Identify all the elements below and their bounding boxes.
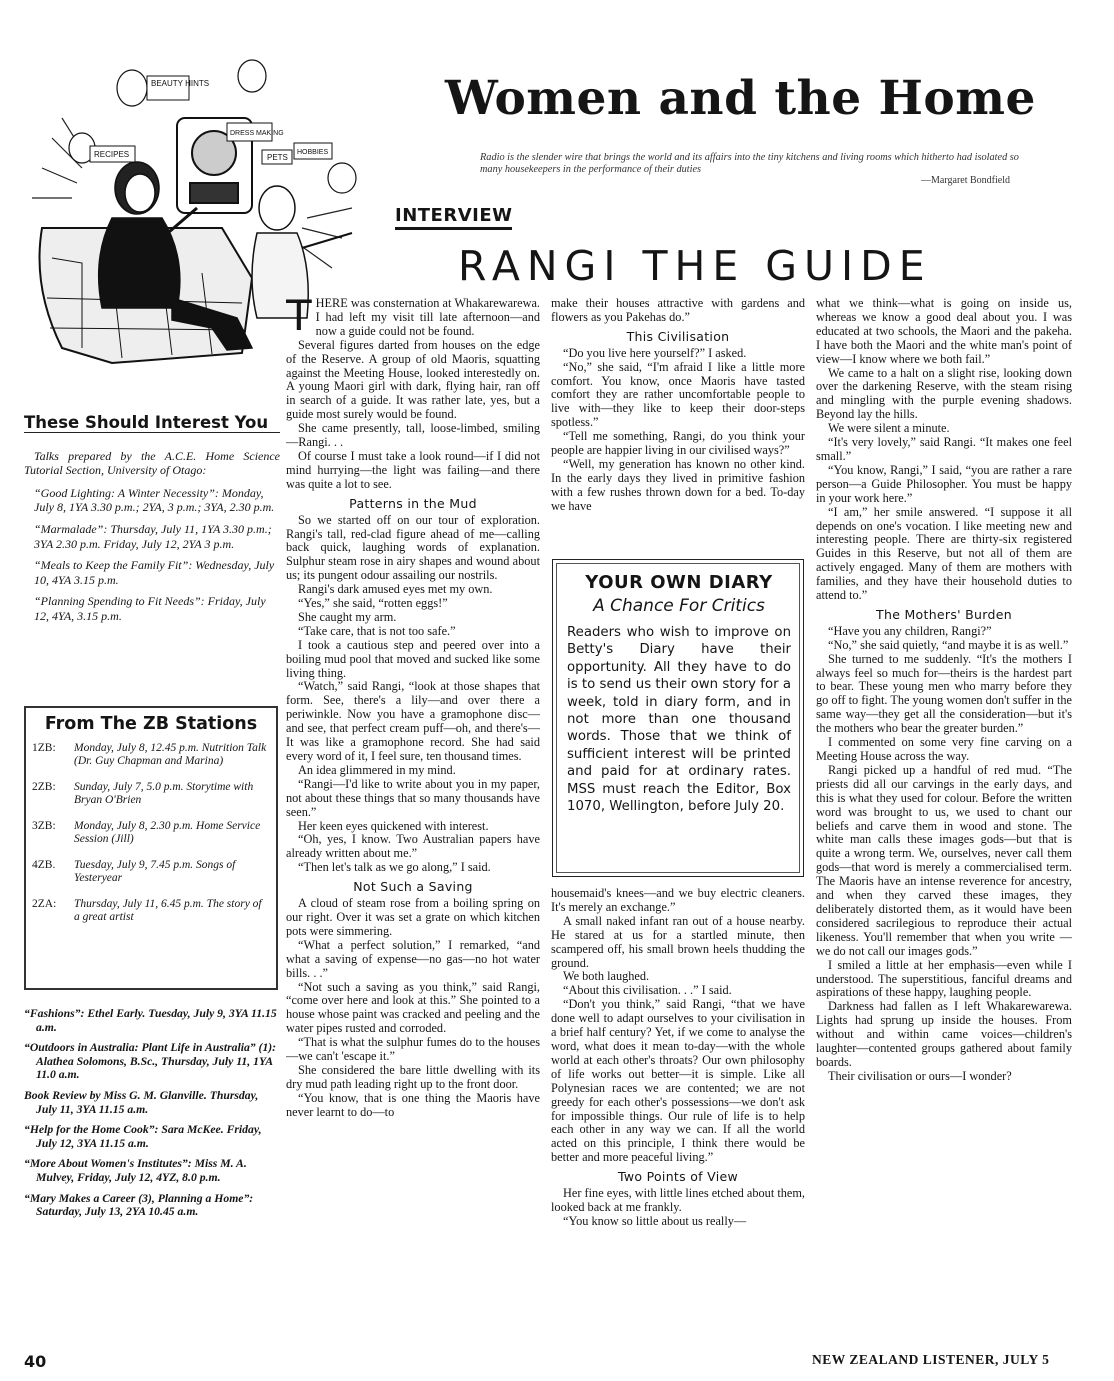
zb-station: 2ZB: (32, 780, 56, 793)
talk-item: Book Review by Miss G. M. Glanville. Thursday, July 11, 3YA 11.15 a.m. (24, 1088, 259, 1116)
paragraph: She came presently, tall, loose-limbed, smiling—Rangi. . . (286, 421, 540, 450)
page-number: 40 (24, 1352, 47, 1371)
zb-text: Thursday, July 11, 6.45 p.m. The story of a great artist (74, 897, 262, 923)
paragraph: She considered the bare little dwelling with its dry mud path leading right up to the front door. (286, 1062, 540, 1091)
zb-stations-box (24, 706, 278, 990)
paragraph: “Well, my generation has known no other kind. In the early days they lived in primitive fashion with a few rushes thrown down for a bed. To-day we have (551, 456, 805, 513)
article-column-1 (286, 297, 540, 1342)
paragraph: A small naked infant ran out of a house nearby. He stared at us for a startled minute, then scampered off, his small brown heels thudding the ground. (551, 913, 805, 970)
zb-text: Monday, July 8, 2.30 p.m. Home Service Session (Jill) (74, 819, 261, 845)
epigraph (480, 152, 1035, 187)
paragraph: A cloud of steam rose from a boiling spring on our right. Over it was set a grate on which kitchen pots were simmering. (286, 896, 540, 938)
talk-item: “Mary Makes a Career (3), Planning a Home”: Saturday, July 13, 2YA 10.45 a.m. (24, 1191, 254, 1219)
subheading: The Mothers' Burden (876, 606, 1012, 622)
first-paragraph-text: HERE was consternation at Whakarewarewa. I had left my visit till late afternoon—and now a guide could not be found. (315, 297, 540, 338)
article-column-2-top (551, 297, 805, 551)
talk-item: “Planning Spending to Fit Needs”: Friday, July 12, 4YA, 3.15 p.m. (34, 594, 266, 623)
paragraph: Of course I must take a look round—if I did not mind hurrying—the light was failing—and there was quite a lot to see. (286, 448, 540, 491)
talk-item: “Outdoors in Australia: Plant Life in Australia” (1): Alathea Solomons, B.Sc., Thursday, July 11, 1YA 11.0 a.m. (24, 1041, 277, 1082)
paragraph: “Then let's talk as we go along,” I said. (298, 860, 491, 875)
zb-row (32, 898, 270, 925)
paragraph: “It's very lovely,” said Rangi. “It makes one feel small.” (816, 435, 1072, 463)
zb-station: 4ZB. (32, 858, 56, 871)
zb-station: 2ZA: (32, 897, 57, 910)
epigraph-author: —Margaret Bondfield (921, 175, 1010, 186)
paragraph: “Don't you think,” said Rangi, “that we have done well to adapt ourselves to your civilisation in a brief half century? Yet, if we come to analyse the word, what does it mean to-day—with the whole world at each other's throats? Our own philosophy of life works out better—it is simple. Like all Polynesian races we are contented; we are not greedy for each other's possessions—we don't ask for impossible things. Our rule of life is to help each other in any way we can. If all the world acted on this principle, I think there would be better and more peaceful living.” (551, 997, 805, 1165)
zb-station: 3ZB: (32, 819, 56, 832)
paragraph: “Oh, yes, I know. Two Australian papers have already written about me.” (286, 832, 540, 861)
headline: RANGI THE GUIDE (458, 242, 932, 290)
paragraph: “No,” she said quietly, “and maybe it is as well.” (828, 637, 1069, 652)
article-column-3 (816, 297, 1072, 1342)
your-own-diary-box (552, 559, 804, 877)
subheading: Two Points of View (617, 1169, 739, 1185)
more-talks (24, 1007, 280, 1226)
talk-item: “Fashions”: Ethel Early. Tuesday, July 9, 3YA 11.15 a.m. (24, 1007, 277, 1034)
diary-inner (556, 563, 800, 873)
zb-text: Tuesday, July 9, 7.45 p.m. Songs of Yesteryear (74, 858, 236, 884)
paragraph: “You know so little about us really— (563, 1213, 747, 1228)
left-column-title: These Should Interest You (24, 416, 280, 433)
subheading: Patterns in the Mud (349, 495, 477, 511)
paragraph: “Do you live here yourself?” I asked. (563, 345, 747, 360)
label-beauty: BEAUTY HINTS (151, 79, 210, 88)
paragraph: “Take care, that is not too safe.” (298, 623, 456, 638)
paragraph: We both laughed. (563, 969, 650, 984)
paragraph: make their houses attractive with gardens and flowers as you Pakehas do.” (551, 297, 805, 324)
paragraph: “Have you any children, Rangi?” (828, 623, 992, 638)
paragraph: Several figures darted from houses on the edge of the Reserve. A group of old Maoris, squatting against the Meeting House, looked interestedly on. A young Maori girl with dark, flying hair, ran off in search of a guide. It was rather late, yes, but a guide most surely would be found. (286, 337, 540, 422)
first-paragraph (286, 297, 540, 339)
paragraph: “Not such a saving as you think,” said Rangi, “come over here and look at this.” She pointed to a house whose paint was cracked and peeling and the water pipes rusted and corroded. (286, 979, 540, 1036)
drop-cap: T (286, 297, 312, 340)
zb-text: Monday, July 8, 12.45 p.m. Nutrition Talk (Dr. Guy Chapman and Marina) (74, 741, 267, 767)
paragraph: “About this civilisation. . .” I said. (563, 983, 732, 998)
talks-intro: Talks prepared by the A.C.E. Home Science Tutorial Section, University of Otago: (24, 448, 280, 478)
paragraph: “I am,” her smile answered. “I suppose it all depends on one's vocation. I like meeting new and interesting people. There are thirty-six registered Guides in this Reserve, but not all of them are actively engaged. Many of them are mothers with families, and they have their household duties to attend to.” (816, 504, 1072, 603)
paragraph: “No,” she said, “I'm afraid I like a little more comfort. You know, once Maoris have tasted comfort they are rather uncomfortable people to live with—they like to keep their door-steps spotless.” (551, 359, 805, 430)
paragraph: “You know, Rangi,” I said, “you are rather a rare person—a Guide Philosopher. You must be happy in your work here.” (816, 462, 1072, 505)
zb-station: 1ZB: (32, 741, 56, 754)
zb-row (32, 742, 270, 769)
talk-item: “Marmalade”: Thursday, July 11, 1YA 3.30 p.m.; 3YA 2.30 p.m. Friday, July 12, 2YA 3 p.m. (34, 521, 272, 551)
paragraph: “Rangi—I'd like to write about you in my paper, not about these things that so many thousands have seen.” (286, 776, 540, 819)
diary-subtitle: A Chance For Critics (593, 596, 765, 616)
paragraph: I commented on some very fine carving on a Meeting House across the way. (816, 735, 1072, 763)
paragraph: Her fine eyes, with little lines etched about them, looked back at me frankly. (551, 1186, 805, 1214)
label-dress: DRESS MAKING (230, 130, 284, 137)
diary-body: Readers who wish to improve on Betty's Diary have their opportunity. All they have to do is to send us their own story for a week, told in diary form, and in not more than one thousand words. Those that we think of sufficient interest will be printed and paid for at ordinary rates. MSS must reach the Editor, Box 1070, Wellington, before July 20. (567, 625, 791, 815)
diary-title: YOUR OWN DIARY (585, 572, 773, 593)
section-label: INTERVIEW (395, 206, 512, 230)
paragraph: I smiled a little at her emphasis—even while I understood. The superstitious, fanciful dreams and aspirations of these happy, laughing people. (816, 957, 1072, 1000)
label-hobbies: HOBBIES (297, 149, 329, 156)
talk-item: “Good Lighting: A Winter Necessity”: Monday, July 8, 1YA 3.30 p.m.; 2YA, 3 p.m.; 3YA, 2.30 p.m. (34, 485, 275, 515)
paragraph: “Yes,” she said, “rotten eggs!” (298, 596, 448, 611)
subheading: This Civilisation (626, 328, 730, 344)
paragraph: Rangi's dark amused eyes met my own. (298, 582, 493, 597)
paragraph: Darkness had fallen as I left Whakarewarewa. Lights had sprung up inside the houses. From without and within came voices—children's laughter—contented groups gathered about family boards. (816, 999, 1072, 1069)
paragraph: So we started off on our tour of exploration. Rangi's tall, red-clad figure ahead of me—calling back quick, laughing words of explanation. Sulphur steam rose in airy shapes and wound about us; its pungent odour assailing our nostrils. (286, 512, 540, 583)
zb-row (32, 781, 270, 808)
paragraph: Their civilisation or ours—I wonder? (828, 1068, 1012, 1083)
paragraph: “Watch,” said Rangi, “look at those shapes that form. See, there's a lily—and over there a periwinkle. Now you have a gramophone disc—and see, that perfect cream puff—oh, and there's—It was like a gramophone record. She had said every word of it, I feel sure, ten thousand times. (286, 679, 540, 763)
paragraph: She turned to me suddenly. “It's the mothers I always feel so much for—theirs is the hardest part to bear. These young men who marry before they go off to fight. The young women don't suffer in the same way—they get all the consideration—but it's the mothers who bear the greater burden.” (816, 651, 1072, 736)
article-column-2-bottom (551, 887, 805, 1342)
paragraph: “What a perfect solution,” I remarked, “and what a saving of expense—no gas—no hot water bills. . .” (286, 937, 540, 980)
paragraph: She caught my arm. (298, 609, 397, 624)
paragraph: “You know, that is one thing the Maoris have never learnt to do—to (286, 1090, 540, 1119)
paragraph: We were silent a minute. (828, 421, 950, 436)
paragraph: Rangi picked up a handful of red mud. “The priests did all our carvings in the early days, and this is what they used for colour. Before the written word was brought to us, we used to chant our beliefs and carve them in wood and stone. The white man calls these images gods—but that is quite a wrong term. We, ourselves, never call them gods—that word is merely a commercialised term. The Maoris have an intense reverence for ancestry, and when they carved these images, they deliberately distorted them, as it would have been considered sacrilegious to reproduce their actual likeness. You'll remember that when you write — we do not call our images gods.” (816, 762, 1072, 958)
zb-row (32, 820, 270, 847)
talk-item: “Help for the Home Cook”: Sara McKee. Friday, July 12, 3YA 11.15 a.m. (24, 1123, 262, 1150)
paragraph: I took a cautious step and peered over into a boiling mud pool that moved and sucked like some living thing. (286, 637, 540, 680)
paragraph: We came to a halt on a slight rise, looking down over the darkening Reserve, with the steam rising and mingling with the purple evening shadows. Beyond lay the hills. (816, 365, 1072, 422)
subheading: Not Such a Saving (353, 879, 473, 895)
epigraph-quote: Radio is the slender wire that brings the world and its affairs into the tiny kitchens and living rooms which hitherto had isolated so many housekeepers in the performance of their duties (480, 152, 1019, 175)
paragraph: what we think—what is going on inside us, whereas we know a good deal about you. I was educated at two schools, the Maori and the pakeha. I have both the Maori and the white man's point of view—I know where we both fail.” (816, 297, 1072, 366)
zb-box-title: From The ZB Stations (44, 714, 258, 734)
talk-item: “More About Women's Institutes”: Miss M. A. Mulvey, Friday, July 12, 4YZ, 8.0 p.m. (24, 1157, 247, 1184)
paragraph: Her keen eyes quickened with interest. (298, 818, 489, 833)
left-column (24, 413, 280, 631)
paragraph: “That is what the sulphur fumes do to the houses—we can't 'escape it.” (286, 1035, 540, 1064)
talk-item: “Meals to Keep the Family Fit”: Wednesday, July 10, 4YA 3.15 p.m. (34, 558, 275, 587)
label-pets: PETS (267, 153, 288, 162)
zb-text: Sunday, July 7, 5.0 p.m. Storytime with Bryan O'Brien (74, 780, 254, 806)
zb-row (32, 859, 270, 886)
paragraph: An idea glimmered in my mind. (298, 762, 456, 777)
label-recipes: RECIPES (94, 150, 130, 159)
masthead: Women and the Home (445, 71, 1036, 126)
publication-line: NEW ZEALAND LISTENER, JULY 5 (812, 1352, 1050, 1367)
paragraph: housemaid's knees—and we buy electric cleaners. It's merely an exchange.” (551, 887, 805, 914)
paragraph: “Tell me something, Rangi, do you think your people are happier living in our civilised ways?” (551, 429, 805, 458)
